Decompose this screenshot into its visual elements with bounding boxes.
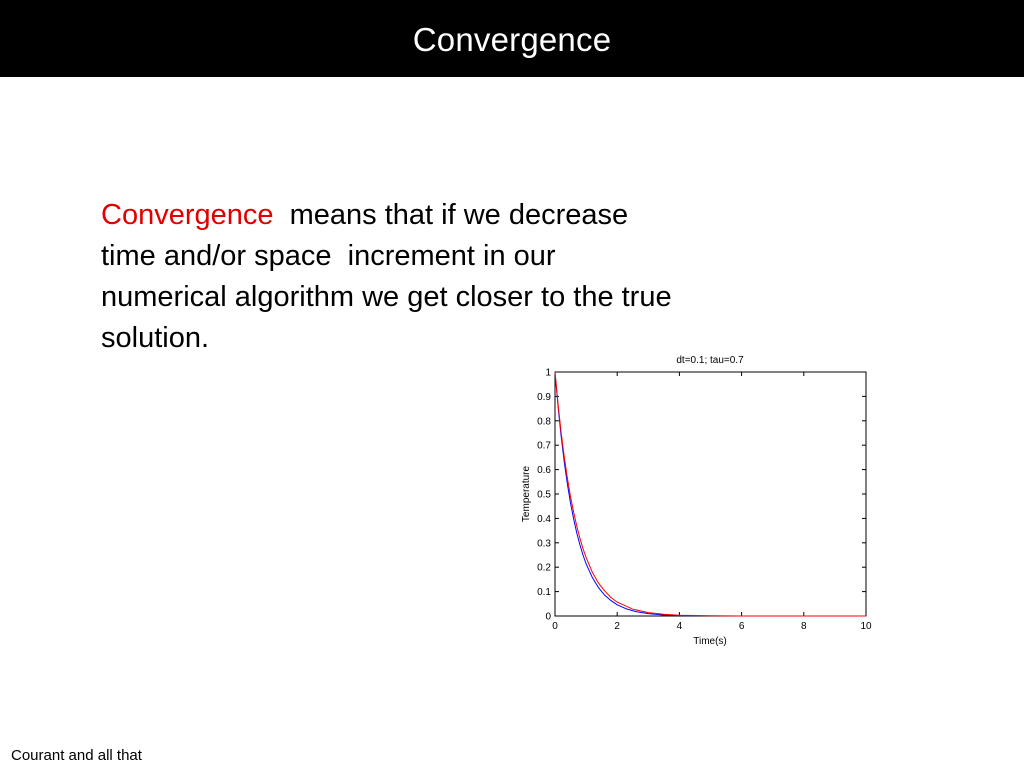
chart-title: dt=0.1; tau=0.7 bbox=[676, 355, 744, 366]
title-bar bbox=[0, 0, 1024, 77]
x-tick-label: 4 bbox=[676, 621, 683, 632]
x-tick-label: 10 bbox=[860, 621, 872, 632]
body-line-2: time and/or space increment in our bbox=[101, 240, 556, 272]
y-tick-label: 0.9 bbox=[537, 391, 551, 403]
y-tick-label: 0.8 bbox=[537, 416, 551, 428]
body-line-1 bbox=[101, 195, 801, 236]
y-tick-label: 0.4 bbox=[537, 513, 551, 525]
slide-title: Convergence bbox=[412, 21, 612, 58]
x-tick-label: 8 bbox=[801, 621, 807, 632]
y-tick-label: 0.2 bbox=[537, 562, 551, 574]
highlight-term: Convergence bbox=[101, 199, 274, 231]
y-tick-label: 0.5 bbox=[537, 489, 551, 501]
y-axis-label: Temperature bbox=[521, 465, 532, 523]
body-line-3: numerical algorithm we get closer to the true bbox=[101, 281, 672, 313]
x-tick-label: 6 bbox=[738, 621, 745, 632]
y-tick-label: 0.1 bbox=[537, 587, 551, 599]
y-tick-label: 0 bbox=[545, 611, 551, 623]
body-line-1-rest: means that if we decrease bbox=[273, 199, 629, 231]
y-tick-label: 0.6 bbox=[537, 465, 551, 477]
x-tick-label: 2 bbox=[614, 621, 620, 632]
y-tick-label: 0.7 bbox=[537, 440, 551, 452]
body-paragraph bbox=[101, 195, 801, 359]
x-tick-label: 0 bbox=[552, 621, 558, 632]
y-tick-label: 1 bbox=[545, 367, 551, 379]
temperature-chart bbox=[510, 345, 890, 650]
y-tick-label: 0.3 bbox=[537, 538, 551, 550]
x-axis-label: Time(s) bbox=[693, 636, 727, 647]
footer-text: Courant and all that bbox=[11, 747, 142, 764]
plot-frame bbox=[555, 372, 866, 616]
body-line-4: solution. bbox=[101, 322, 210, 354]
